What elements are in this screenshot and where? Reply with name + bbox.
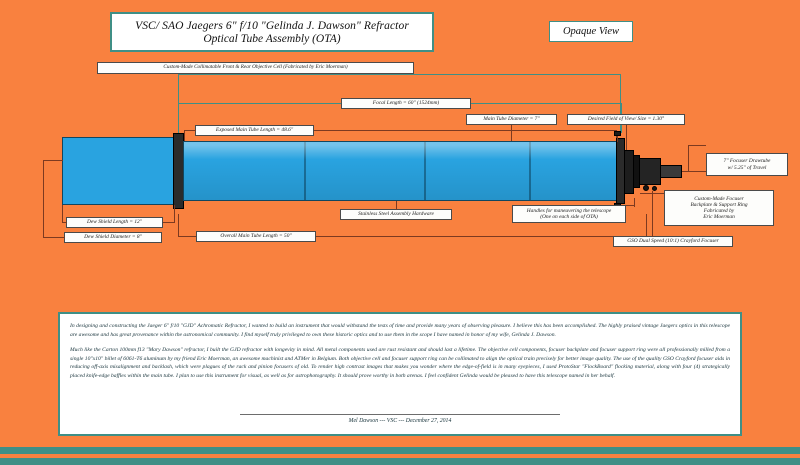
leader-dewlen-right	[174, 205, 175, 222]
leader-main-tube-diameter	[511, 125, 512, 142]
tube-baffle-2	[424, 142, 426, 200]
footer-bar-top	[0, 447, 800, 454]
view-mode-badge: Opaque View	[549, 21, 633, 42]
leader-handles-right	[626, 205, 634, 206]
callout-assembly-hardware: Stainless Steel Assembly Hardware	[340, 209, 452, 220]
leader-focal-tick-left	[178, 103, 179, 133]
leader-dewlen-left	[62, 205, 63, 222]
leader-objective-span	[178, 74, 621, 75]
leader-focal-right	[471, 103, 621, 104]
handles-line-1: Handles for maneuvering the telescope	[526, 207, 612, 214]
leader-dewdia-horz	[43, 237, 65, 238]
signature-line: Mel Dawson --- VSC --- December 27, 2014	[348, 418, 452, 424]
description-paragraph-1: In designing and constructing the Jaeger 6" f/10 "GJD" Achromatic Refractor, I wanted to build an instrument that would withstand the tests of time and provide many years of observing pleasure. I believe this has been accomplished. The highly praised vintage Jaegers optics in this telescope are awesome and has great provenance within the astronomical community. I find myself truly privileged to own these historic optics and to use them in the scope I have named in honor of my wife, Gelinda J. Dawson.	[70, 323, 730, 338]
drawtube-line-2: w/ 5.25" of Travel	[727, 164, 767, 171]
callout-overall-tube-length: Overall Main Tube Length = 50"	[196, 231, 316, 242]
leader-overall-tick-left	[178, 214, 179, 237]
callout-objective-cell: Custom-Made Collimatable Front & Rear Objective Cell (Fabricated by Eric Moerman)	[97, 62, 414, 74]
dew-shield	[62, 137, 175, 205]
callout-focal-length: Focal Length = 60" (1524mm)	[341, 98, 471, 109]
signature-rule	[240, 414, 560, 415]
leader-overall-bar-left	[178, 236, 196, 237]
leader-overall-right	[316, 236, 646, 237]
callout-dew-shield-length: Dew Shield Length = 12"	[66, 217, 163, 228]
leader-exposed-left	[184, 130, 196, 131]
leader-dewdia-top	[43, 160, 63, 161]
leader-overall-tick-right	[646, 214, 647, 237]
handles-line-2: (One on each side of OTA)	[540, 214, 598, 220]
page-title	[110, 12, 434, 52]
leader-exposed-right	[314, 130, 616, 131]
callout-gso-focuser: GSO Dual Speed (10:1) Crayford Focuser	[613, 236, 733, 247]
leader-assembly-hardware	[396, 201, 397, 210]
leader-gso-focuser	[652, 191, 653, 237]
description-paragraph-2: Much like the Carton 100mm f13 "Mary Dawson" refractor, I built the GJD refractor with longevity in mind. All metal components used are rust resistant and should last a lifetime. The objective cell components, focuser backplate and focuser support ring were all professionally milled from a single 10"x10" billet of 6061-T6 aluminum by my friend Eric Moerman, an awesome machinist and ATMer in Belgium. Both objective cell and focuser support ring can be collimated to align the optical train precisely for better image quality. The use of the quality GSO Crayford focuser aids in reducing off-axis misalignment and backlash, which were plagues of the rack and pinion focusers of old. To render high contrast images that makes you wonder where the edge-of-field is in many eyepieces, I used ProtoStar "FlockBoard" flocking material, along with four (4) strategically placed knife-edge baffles within the main tube. I plan to use this instrument for visual, as well as for astrophotography. It should prove worthy in both arenas. I feel confident Gelinda would be pleased to have this telescope named in her behalf.	[70, 347, 730, 379]
leader-dewlen-bar-right	[163, 222, 175, 223]
title-line-1: VSC/ SAO Jaegers 6" f/10 "Gelinda J. Dawson" Refractor	[135, 19, 409, 32]
callout-focuser-drawtube	[706, 153, 788, 176]
drawtube-line-1: 7" Focuser Drawtube	[723, 158, 771, 165]
tube-baffle-1	[304, 142, 306, 200]
footer-bar-bottom	[0, 458, 800, 465]
focuser-drawtube	[660, 165, 682, 178]
callout-focuser-backplate	[664, 190, 774, 226]
callout-exposed-tube-length: Exposed Main Tube Length = 48.6"	[195, 125, 314, 136]
backplate-line-4: Eric Moerman	[703, 214, 735, 221]
leader-focal-left	[178, 103, 341, 104]
callout-dew-shield-diameter: Dew Shield Diameter = 8"	[64, 232, 162, 243]
crayford-focuser-body	[639, 158, 661, 185]
backplate-line-3: Fabricated by	[703, 208, 735, 214]
callout-field-of-view: Desired Field of View/ Size = 1.30°	[567, 114, 685, 125]
focuser-coarse-knob	[643, 185, 649, 191]
leader-handle-top	[617, 136, 618, 142]
backplate-line-1: Custom-Made Focuser	[694, 195, 744, 202]
leader-drawtube-vert	[688, 145, 689, 171]
leader-dewdia-vert	[43, 160, 44, 238]
callout-handles	[512, 205, 626, 223]
callout-main-tube-diameter: Main Tube Diameter = 7"	[466, 114, 557, 125]
leader-drawtube	[682, 171, 706, 172]
leader-dewlen-bar-left	[62, 222, 67, 223]
leader-handles-vert	[634, 198, 635, 207]
tube-baffle-3	[529, 142, 531, 200]
main-tube	[183, 141, 617, 201]
leader-drawtube-top	[688, 145, 706, 146]
backplate-line-2: Backplate & Support Ring	[690, 201, 748, 208]
title-line-2: Optical Tube Assembly (OTA)	[203, 32, 341, 45]
